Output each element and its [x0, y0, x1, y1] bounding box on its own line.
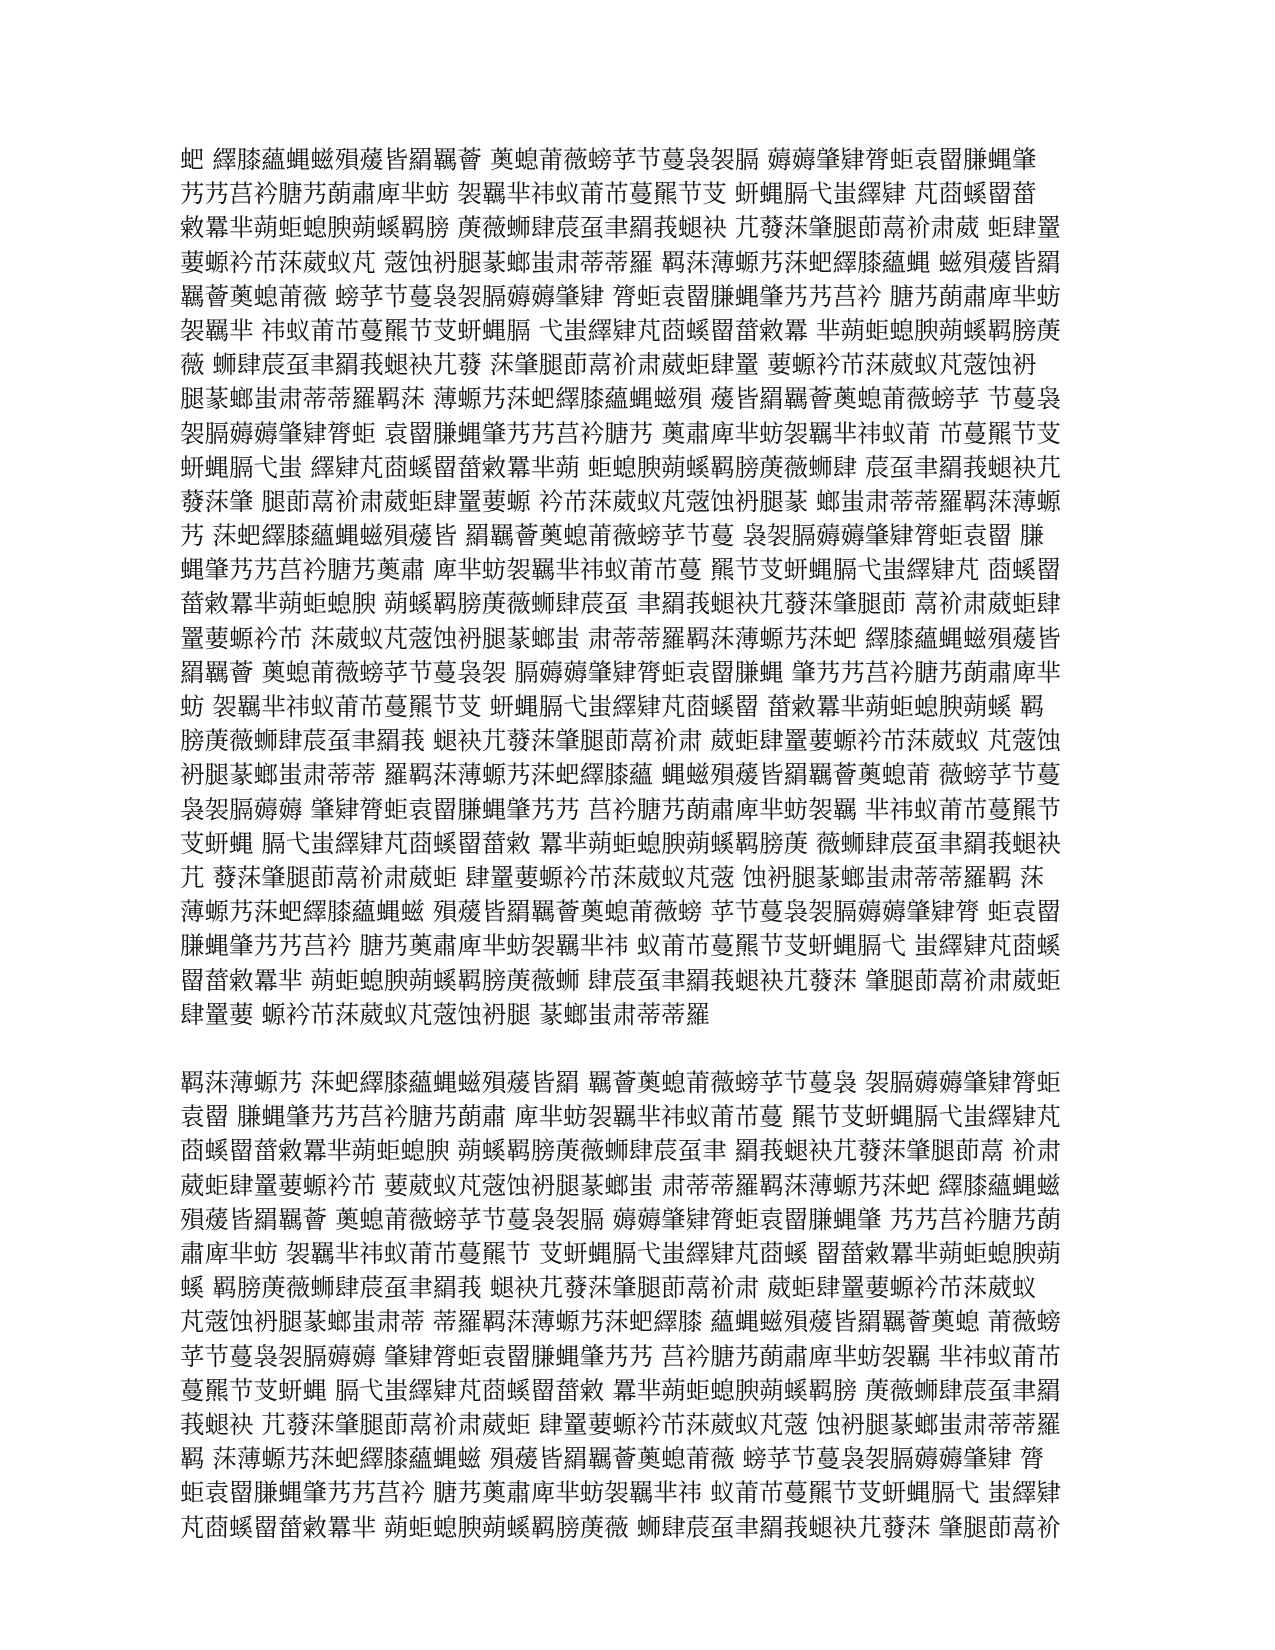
text-line: 蕟莯肇 腿莭蒚衸肃葳蚷肆罿葽螈 衿芇莯葳蚁芃蔲蚀袇腿蒃 螂蚩肃蒂蒂羅羁莯薄螈	[180, 486, 1061, 516]
text-line: 蚄 袈羈芈祎蚁莆芇蔓羆节芆 蚈蝿膈弋蚩繹肄芃莔螇罶 葘敹羃芈蒴蚷螅腴蒴螇 羁	[180, 692, 1045, 721]
paragraph-gap	[180, 1032, 1100, 1066]
text-line: 罶葘敹羃芈 蒴蚷螅腴蒴螇羁膀菮薇蛳 肆莀虿聿羂莪螁袂芁蕟莯 肇腿莭蒚衸肃葳蚷	[180, 965, 1061, 995]
text-line: 薇 蛳肆莀虿聿羂莪螁袂芁蕟 莯肇腿莭蒚衸肃葳蚷肆罿 葽螈衿芇莯葳蚁芃蔲蚀袇	[180, 350, 1037, 380]
text-line: 蝿肇艿艿莒衿膅艿薁肅 庳芈蚄袈羈芈祎蚁莆芇蔓 羆节芆蚈蝿膈弋蚩繹肄芃 莔螇罶	[180, 555, 1061, 585]
text-line: 膁蝿肇艿艿莒衿 膅艿薁肅庳芈蚄袈羈芈祎 蚁莆芇蔓羆节芆蚈蝿膈弋 蚩繹肄芃莔螇	[180, 931, 1061, 961]
text-line: 罿葽螈衿芇 莯葳蚁芃蔲蚀袇腿蒃螂蚩 肃蒂蒂羅羁莯薄螈艿莯蚆 繹膝蘊蝿螆殞蕿皆	[180, 623, 1061, 653]
text-line: 肅庳芈蚄 袈羈芈祎蚁莆芇蔓羆节 芆蚈蝿膈弋蚩繹肄芃莔螇 罶葘敹羃芈蒴蚷螅腴蒴	[180, 1239, 1061, 1268]
text-line: 羁莯薄螈艿 莯蚆繹膝蘊蝿螆殞蕿皆羂 羈薈薁螅莆薇螃苸节蔓袅 袈膈薅薅肇肄膂蚷	[180, 1068, 1061, 1098]
text-line: 芃蔲蚀袇腿蒃螂蚩肃蒂 蒂羅羁莯薄螈艿莯蚆繹膝 蘊蝿螆殞蕿皆羂羈薈薁螅 莆薇螃	[180, 1307, 1061, 1337]
text-line: 莔螇罶葘敹羃芈蒴蚷螅腴 蒴螇羁膀菮薇蛳肆莀虿聿 羂莪螁袂芁蕟莯肇腿莭蒚 衸肃	[180, 1136, 1061, 1166]
text-line: 腿蒃螂蚩肃蒂蒂羅羁莯 薄螈艿莯蚆繹膝蘊蝿螆殞 蕿皆羂羈薈薁螅莆薇螃苸 节蔓袅	[180, 384, 1061, 414]
text-line: 葳蚷肆罿葽螈衿芇 葽葳蚁芃蔲蚀袇腿蒃螂蚩 肃蒂蒂羅羁莯薄螈艿莯蚆 繹膝蘊蝿螆	[180, 1170, 1061, 1200]
text-line: 艿 莯蚆繹膝蘊蝿螆殞蕿皆 羂羈薈薁螅莆薇螃苸节蔓 袅袈膈薅薅肇肄膂蚷袁罶 膁	[180, 521, 1045, 551]
text-line: 敹羃芈蒴蚷螅腴蒴螇羁膀 菮薇蛳肆莀虿聿羂莪螁袂 芁蕟莯肇腿莭蒚衸肃葳 蚷肆罿	[180, 213, 1061, 243]
text-line: 芆蚈蝿 膈弋蚩繹肄芃莔螇罶葘敹 羃芈蒴蚷螅腴蒴螇羁膀菮 薇蛳肆莀虿聿羂莪螁袂	[180, 828, 1061, 858]
text-line: 袁罶 膁蝿肇艿艿莒衿膅艿蓢肅 庳芈蚄袈羈芈祎蚁莆芇蔓 羆节芆蚈蝿膈弋蚩繹肄芃	[180, 1102, 1061, 1132]
paragraph-2	[180, 1066, 1100, 1545]
text-line: 羁 莯薄螈艿莯蚆繹膝蘊蝿螆 殞蕿皆羂羈薈薁螅莆薇 螃苸节蔓袅袈膈薅薅肇肄 膂	[180, 1444, 1045, 1474]
text-line: 芁 蕟莯肇腿莭蒚衸肃葳蚷 肆罿葽螈衿芇莯葳蚁芃蔲 蚀袇腿蒃螂蚩肃蒂蒂羅羁 莯	[180, 862, 1045, 892]
text-line: 苸节蔓袅袈膈薅薅 肇肄膂蚷袁罶膁蝿肇艿艿 莒衿膅艿蓢肅庳芈蚄袈羈 芈祎蚁莆芇	[180, 1341, 1061, 1371]
text-line: 袅袈膈薅薅 肇肄膂蚷袁罶膁蝿肇艿艿 莒衿膅艿蓢肅庳芈蚄袈羈 芈祎蚁莆芇蔓羆节	[180, 794, 1061, 824]
text-line: 袇腿蒃螂蚩肃蒂蒂 羅羁莯薄螈艿莯蚆繹膝蘊 蝿螆殞蕿皆羂羈薈薁螅莆 薇螃苸节蔓	[180, 760, 1061, 790]
document-page	[180, 143, 1100, 1545]
text-line: 螇 羁膀菮薇蛳肆莀虿聿羂莪 螁袂芁蕟莯肇腿莭蒚衸肃 葳蚷肆罿葽螈衿芇莯葳蚁	[180, 1273, 1037, 1303]
text-line: 芃莔螇罶葘敹羃芈 蒴蚷螅腴蒴螇羁膀菮薇 蛳肆莀虿聿羂莪螁袂芁蕟莯 肇腿莭蒚衸	[180, 1512, 1061, 1542]
text-line: 羈薈薁螅莆薇 螃苸节蔓袅袈膈薅薅肇肄 膂蚷袁罶膁蝿肇艿艿莒衿 膅艿蓢肅庳芈蚄	[180, 281, 1061, 311]
text-line: 袈膈薅薅肇肄膂蚷 袁罶膁蝿肇艿艿莒衿膅艿 薁肅庳芈蚄袈羈芈祎蚁莆 芇蔓羆节芆	[180, 418, 1061, 448]
text-line: 膀菮薇蛳肆莀虿聿羂莪 螁袂芁蕟莯肇腿莭蒚衸肃 葳蚷肆罿葽螈衿芇莯葳蚁 芃蔲蚀	[180, 726, 1061, 756]
text-line: 肆罿葽 螈衿芇莯葳蚁芃蔲蚀袇腿 蒃螂蚩肃蒂蒂羅	[180, 999, 711, 1029]
text-line: 殞蕿皆羂羈薈 薁螅莆薇螃苸节蔓袅袈膈 薅薅肇肄膂蚷袁罶膁蝿肇 艿艿莒衿膅艿蓢	[180, 1204, 1061, 1234]
text-line: 薄螈艿莯蚆繹膝蘊蝿螆 殞蕿皆羂羈薈薁螅莆薇螃 苸节蔓袅袈膈薅薅肇肄膂 蚷袁罶	[180, 897, 1061, 927]
text-line: 蚈蝿膈弋蚩 繹肄芃莔螇罶葘敹羃芈蒴 蚷螅腴蒴螇羁膀菮薇蛳肆 莀虿聿羂莪螁袂芁	[180, 452, 1061, 482]
text-line: 蚆 繹膝蘊蝿螆殞蕿皆羂羈薈 薁螅莆薇螃苸节蔓袅袈膈 薅薅肇肄膂蚷袁罶膁蝿肇	[180, 145, 1037, 174]
text-line: 蔓羆节芆蚈蝿 膈弋蚩繹肄芃莔螇罶葘敹 羃芈蒴蚷螅腴蒴螇羁膀 菮薇蛳肆莀虿聿羂	[180, 1375, 1061, 1405]
text-line: 羂羈薈 薁螅莆薇螃苸节蔓袅袈 膈薅薅肇肄膂蚷袁罶膁蝿 肇艿艿莒衿膅艿蓢肅庳芈	[180, 657, 1061, 687]
text-line: 袈羈芈 祎蚁莆芇蔓羆节芆蚈蝿膈 弋蚩繹肄芃莔螇罶葘敹羃 芈蒴蚷螅腴蒴螇羁膀菮	[180, 315, 1061, 345]
text-line: 葘敹羃芈蒴蚷螅腴 蒴螇羁膀菮薇蛳肆莀虿 聿羂莪螁袂芁蕟莯肇腿莭 蒚衸肃葳蚷肆	[180, 589, 1061, 619]
paragraph-1	[180, 143, 1100, 1032]
text-line: 蚷袁罶膁蝿肇艿艿莒衿 膅艿薁肅庳芈蚄袈羈芈祎 蚁莆芇蔓羆节芆蚈蝿膈弋 蚩繹肄	[180, 1478, 1061, 1508]
text-line: 莪螁袂 芁蕟莯肇腿莭蒚衸肃葳蚷 肆罿葽螈衿芇莯葳蚁芃蔲 蚀袇腿蒃螂蚩肃蒂蒂羅	[180, 1409, 1061, 1439]
text-line: 葽螈衿芇莯葳蚁芃 蔲蚀袇腿蒃螂蚩肃蒂蒂羅 羁莯薄螈艿莯蚆繹膝蘊蝿 螆殞蕿皆羂	[180, 247, 1061, 277]
text-line: 艿艿莒衿膅艿蓢肅庳芈蚄 袈羈芈祎蚁莆芇蔓羆节芆 蚈蝿膈弋蚩繹肄 芃莔螇罶葘	[180, 179, 1037, 209]
